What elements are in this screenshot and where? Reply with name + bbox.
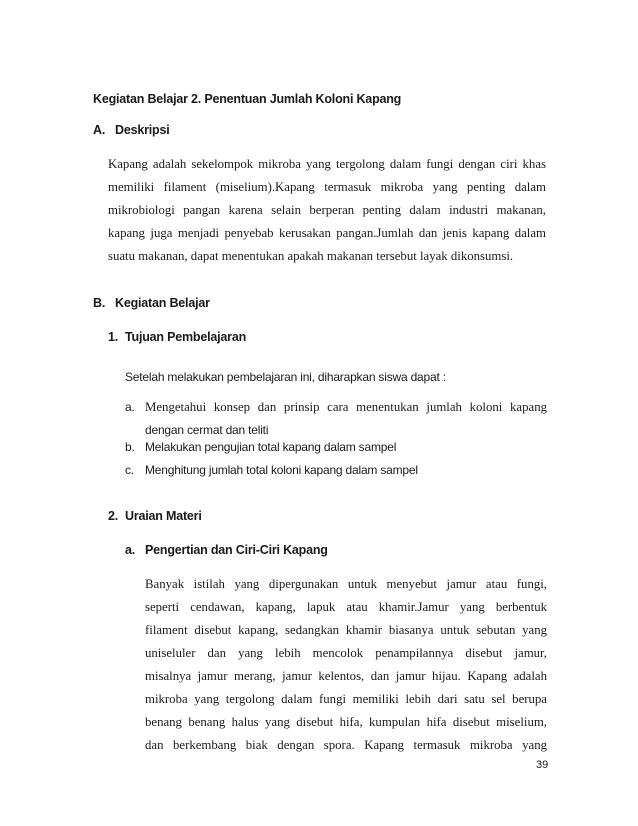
section-b-heading [93, 296, 210, 310]
tujuan-item-c-marker: c. [125, 463, 134, 477]
paragraph-line: dan berkembang biak dengan spora. Kapang termasuk mikroba yang [145, 738, 547, 752]
pengertian-title: Pengertian dan Ciri-Ciri Kapang [145, 543, 328, 557]
uraian-title: Uraian Materi [125, 509, 202, 523]
tujuan-item-a [145, 396, 547, 442]
list-item-line: Mengetahui konsep dan prinsip cara menentukan jumlah koloni kapang [145, 400, 547, 414]
paragraph-line: mikroba yang tergolong dalam fungi memiliki lebih dari satu sel berupa [145, 692, 547, 706]
paragraph-line: seperti cendawan, kapang, lapuk atau khamir.Jamur yang berbentuk [145, 600, 547, 614]
paragraph-line: uniseluler dan yang lebih mencolok penampilannya disebut jamur, [145, 646, 547, 660]
paragraph-line: misalnya jamur merang, jamur kelentos, dan jamur hijau. Kapang adalah [145, 669, 547, 683]
section-a-paragraph [108, 153, 546, 268]
tujuan-heading [108, 330, 246, 344]
page-number: 39 [536, 759, 549, 771]
pengertian-marker: a. [125, 543, 136, 557]
section-a-heading [93, 123, 169, 137]
paragraph-line: Kapang adalah sekelompok mikroba yang tergolong dalam fungi dengan ciri khas [108, 157, 546, 171]
section-b-marker: B. [93, 296, 106, 310]
section-b-title: Kegiatan Belajar [115, 296, 210, 310]
list-item-line: dengan cermat dan teliti [145, 423, 269, 437]
uraian-marker: 2. [108, 509, 119, 523]
paragraph-line: Banyak istilah yang dipergunakan untuk menyebut jamur atau fungi, [145, 577, 547, 591]
paragraph-line: benang benang halus yang disebut hifa, kumpulan hifa disebut miselium, [145, 715, 547, 729]
paragraph-line: filament disebut kapang, sedangkan khamir biasanya untuk sebutan yang [145, 623, 547, 637]
tujuan-item-b: Melakukan pengujian total kapang dalam sampel [145, 440, 397, 454]
chapter-title: Kegiatan Belajar 2. Penentuan Jumlah Koloni Kapang [93, 92, 402, 106]
tujuan-item-a-marker: a. [125, 400, 135, 414]
pengertian-heading [125, 543, 328, 557]
paragraph-line: memiliki filament (miselium).Kapang termasuk mikroba yang penting dalam [108, 180, 546, 194]
pengertian-paragraph [145, 573, 547, 757]
tujuan-title: Tujuan Pembelajaran [125, 330, 247, 344]
paragraph-line: kapang juga menjadi penyebab kerusakan pangan.Jumlah dan jenis kapang dalam [108, 226, 546, 240]
section-a-title: Deskripsi [115, 123, 170, 137]
section-a-marker: A. [93, 123, 106, 137]
paragraph-line: suatu makanan, dapat menentukan apakah makanan tersebut layak dikonsumsi. [108, 249, 514, 263]
tujuan-item-c: Menghitung jumlah total koloni kapang dalam sampel [145, 463, 418, 477]
tujuan-item-b-marker: b. [125, 440, 135, 454]
tujuan-intro: Setelah melakukan pembelajaran ini, diharapkan siswa dapat : [125, 370, 446, 384]
paragraph-line: mikrobiologi pangan karena selain berperan penting dalam industri makanan, [108, 203, 546, 217]
tujuan-marker: 1. [108, 330, 119, 344]
uraian-heading [108, 509, 202, 523]
